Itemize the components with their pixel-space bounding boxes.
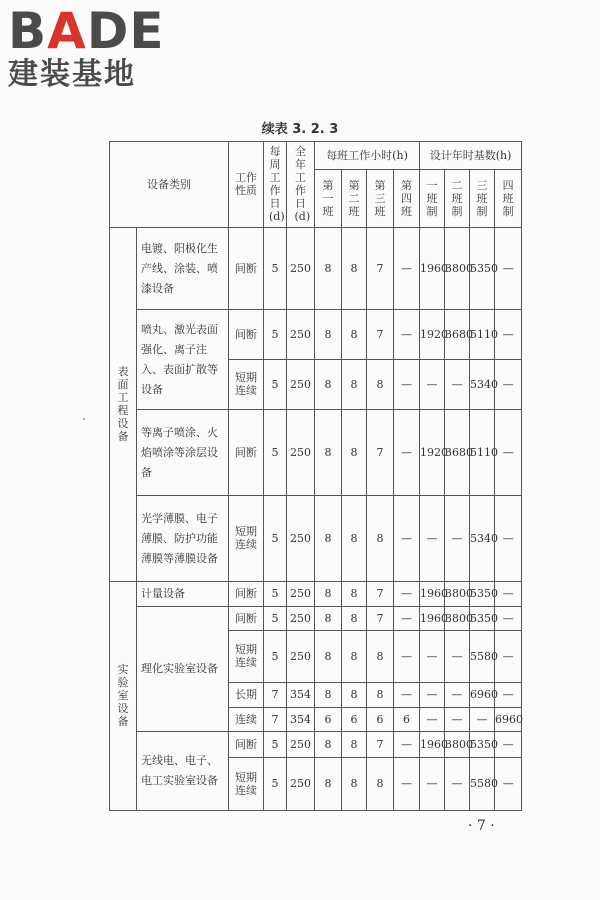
equipment-name: 无线电、电子、电工实验室设备 xyxy=(137,732,229,811)
two-shift-base: — xyxy=(445,496,470,582)
two-shift-base: — xyxy=(445,360,470,410)
annual-days: 250 xyxy=(287,360,315,410)
shift-1-hours: 8 xyxy=(315,228,342,310)
weekly-days: 5 xyxy=(264,496,287,582)
shift-1-hours: 6 xyxy=(315,708,342,732)
four-shift-base: — xyxy=(495,758,522,811)
shift-2-hours: 8 xyxy=(342,360,367,410)
equipment-name: 光学薄膜、电子薄膜、防护功能薄膜等薄膜设备 xyxy=(137,496,229,582)
table-row xyxy=(110,310,522,360)
four-shift-base: — xyxy=(495,683,522,708)
three-shift-base: 5580 xyxy=(470,758,495,811)
two-shift-base: — xyxy=(445,683,470,708)
shift-2-hours: 8 xyxy=(342,631,367,683)
work-nature: 短期连续 xyxy=(229,496,264,582)
annual-days: 250 xyxy=(287,631,315,683)
two-shift-base: 3680 xyxy=(445,410,470,496)
table-caption: 续表 3. 2. 3 xyxy=(261,122,339,137)
annual-days: 354 xyxy=(287,683,315,708)
shift-1-hours: 8 xyxy=(315,360,342,410)
shift-3-hours: 7 xyxy=(367,582,394,607)
shift-2-hours: 6 xyxy=(342,708,367,732)
shift-4-hours: — xyxy=(394,410,420,496)
weekly-days: 5 xyxy=(264,758,287,811)
work-hours-table xyxy=(109,141,522,811)
four-shift-base: — xyxy=(495,410,522,496)
shift-1-hours: 8 xyxy=(315,758,342,811)
two-shift-base: 3800 xyxy=(445,607,470,631)
weekly-days: 7 xyxy=(264,708,287,732)
two-shift-base: 3680 xyxy=(445,310,470,360)
shift-3-hours: 7 xyxy=(367,607,394,631)
annual-days: 250 xyxy=(287,582,315,607)
shift-4-hours: — xyxy=(394,228,420,310)
four-shift-base: 6960 xyxy=(495,708,522,732)
shift-3-hours: 8 xyxy=(367,683,394,708)
one-shift-base: — xyxy=(420,496,445,582)
annual-days: 250 xyxy=(287,310,315,360)
equipment-name: 计量设备 xyxy=(137,582,229,607)
annual-days: 354 xyxy=(287,708,315,732)
three-shift-base: 5350 xyxy=(470,732,495,758)
three-shift-base: 5350 xyxy=(470,582,495,607)
work-nature: 间断 xyxy=(229,228,264,310)
header-shift-1: 第一班 xyxy=(315,170,342,228)
shift-2-hours: 8 xyxy=(342,732,367,758)
shift-4-hours: — xyxy=(394,631,420,683)
group-label-surface: 表面工程设备 xyxy=(110,228,137,582)
shift-3-hours: 8 xyxy=(367,758,394,811)
group-label-lab: 实验室设备 xyxy=(110,582,137,811)
table-row xyxy=(110,410,522,496)
header-work-nature: 工作性质 xyxy=(229,142,264,228)
work-nature: 短期连续 xyxy=(229,631,264,683)
shift-4-hours: — xyxy=(394,310,420,360)
three-shift-base: 5340 xyxy=(470,360,495,410)
header-system-2: 二班制 xyxy=(445,170,470,228)
shift-1-hours: 8 xyxy=(315,410,342,496)
shift-2-hours: 8 xyxy=(342,310,367,360)
header-system-3: 三班制 xyxy=(470,170,495,228)
work-nature: 长期 xyxy=(229,683,264,708)
header-system-4: 四班制 xyxy=(495,170,522,228)
work-nature: 短期连续 xyxy=(229,360,264,410)
two-shift-base: 3800 xyxy=(445,582,470,607)
weekly-days: 5 xyxy=(264,410,287,496)
weekly-days: 5 xyxy=(264,228,287,310)
header-row xyxy=(110,142,522,170)
four-shift-base: — xyxy=(495,631,522,683)
weekly-days: 5 xyxy=(264,607,287,631)
shift-2-hours: 8 xyxy=(342,228,367,310)
four-shift-base: — xyxy=(495,360,522,410)
two-shift-base: 3800 xyxy=(445,732,470,758)
header-shift-4: 第四班 xyxy=(394,170,420,228)
shift-1-hours: 8 xyxy=(315,607,342,631)
shift-4-hours: — xyxy=(394,582,420,607)
header-weekly-days: 每周工作日(d) xyxy=(264,142,287,228)
work-nature: 间断 xyxy=(229,732,264,758)
annual-days: 250 xyxy=(287,607,315,631)
annual-days: 250 xyxy=(287,758,315,811)
equipment-name: 喷丸、激光表面强化、离子注入、表面扩散等设备 xyxy=(137,310,229,410)
three-shift-base: 5580 xyxy=(470,631,495,683)
header-design-hours: 设计年时基数(h) xyxy=(420,142,522,170)
four-shift-base: — xyxy=(495,732,522,758)
three-shift-base: — xyxy=(470,708,495,732)
header-annual-days: 全年工作日(d) xyxy=(287,142,315,228)
four-shift-base: — xyxy=(495,310,522,360)
three-shift-base: 5110 xyxy=(470,410,495,496)
work-nature: 间断 xyxy=(229,582,264,607)
table-row xyxy=(110,582,522,607)
two-shift-base: — xyxy=(445,758,470,811)
shift-2-hours: 8 xyxy=(342,758,367,811)
shift-3-hours: 7 xyxy=(367,310,394,360)
work-nature: 间断 xyxy=(229,310,264,360)
shift-1-hours: 8 xyxy=(315,310,342,360)
scan-speck xyxy=(83,418,85,420)
four-shift-base: — xyxy=(495,607,522,631)
four-shift-base: — xyxy=(495,582,522,607)
weekly-days: 5 xyxy=(264,360,287,410)
annual-days: 250 xyxy=(287,732,315,758)
shift-2-hours: 8 xyxy=(342,582,367,607)
shift-3-hours: 7 xyxy=(367,228,394,310)
shift-2-hours: 8 xyxy=(342,410,367,496)
equipment-name: 电镀、阳极化生产线、涂装、喷漆设备 xyxy=(137,228,229,310)
two-shift-base: — xyxy=(445,631,470,683)
one-shift-base: 1960 xyxy=(420,228,445,310)
work-nature: 短期连续 xyxy=(229,758,264,811)
shift-4-hours: — xyxy=(394,683,420,708)
shift-2-hours: 8 xyxy=(342,496,367,582)
two-shift-base: — xyxy=(445,708,470,732)
work-nature: 连续 xyxy=(229,708,264,732)
work-nature: 间断 xyxy=(229,410,264,496)
shift-2-hours: 8 xyxy=(342,607,367,631)
table-row xyxy=(110,607,522,631)
four-shift-base: — xyxy=(495,496,522,582)
shift-1-hours: 8 xyxy=(315,496,342,582)
table-row xyxy=(110,228,522,310)
shift-4-hours: — xyxy=(394,607,420,631)
annual-days: 250 xyxy=(287,228,315,310)
publisher-logo xyxy=(8,2,165,92)
shift-1-hours: 8 xyxy=(315,631,342,683)
shift-1-hours: 8 xyxy=(315,683,342,708)
logo-wordmark: BADE xyxy=(8,2,165,60)
one-shift-base: — xyxy=(420,360,445,410)
one-shift-base: 1920 xyxy=(420,410,445,496)
one-shift-base: 1960 xyxy=(420,607,445,631)
shift-4-hours: — xyxy=(394,758,420,811)
shift-4-hours: 6 xyxy=(394,708,420,732)
header-shift-hours: 每班工作小时(h) xyxy=(315,142,420,170)
weekly-days: 5 xyxy=(264,582,287,607)
shift-3-hours: 8 xyxy=(367,496,394,582)
annual-days: 250 xyxy=(287,410,315,496)
two-shift-base: 3800 xyxy=(445,228,470,310)
weekly-days: 5 xyxy=(264,310,287,360)
three-shift-base: 6960 xyxy=(470,683,495,708)
logo-subtitle: 建装基地 xyxy=(8,57,136,92)
three-shift-base: 5340 xyxy=(470,496,495,582)
shift-2-hours: 8 xyxy=(342,683,367,708)
three-shift-base: 5350 xyxy=(470,228,495,310)
header-shift-2: 第二班 xyxy=(342,170,367,228)
one-shift-base: — xyxy=(420,683,445,708)
weekly-days: 5 xyxy=(264,631,287,683)
table-row xyxy=(110,732,522,758)
header-category: 设备类别 xyxy=(110,142,229,228)
shift-3-hours: 8 xyxy=(367,360,394,410)
table-row xyxy=(110,496,522,582)
equipment-name: 理化实验室设备 xyxy=(137,607,229,732)
shift-3-hours: 8 xyxy=(367,631,394,683)
one-shift-base: — xyxy=(420,758,445,811)
work-nature: 间断 xyxy=(229,607,264,631)
equipment-name: 等离子喷涂、火焰喷涂等涂层设备 xyxy=(137,410,229,496)
header-shift-3: 第三班 xyxy=(367,170,394,228)
weekly-days: 7 xyxy=(264,683,287,708)
one-shift-base: 1960 xyxy=(420,732,445,758)
one-shift-base: 1960 xyxy=(420,582,445,607)
shift-4-hours: — xyxy=(394,496,420,582)
shift-3-hours: 6 xyxy=(367,708,394,732)
one-shift-base: — xyxy=(420,708,445,732)
shift-4-hours: — xyxy=(394,360,420,410)
header-system-1: 一班制 xyxy=(420,170,445,228)
four-shift-base: — xyxy=(495,228,522,310)
shift-1-hours: 8 xyxy=(315,732,342,758)
shift-3-hours: 7 xyxy=(367,410,394,496)
shift-4-hours: — xyxy=(394,732,420,758)
weekly-days: 5 xyxy=(264,732,287,758)
page-number: · 7 · xyxy=(468,818,495,834)
three-shift-base: 5350 xyxy=(470,607,495,631)
three-shift-base: 5110 xyxy=(470,310,495,360)
one-shift-base: — xyxy=(420,631,445,683)
shift-3-hours: 7 xyxy=(367,732,394,758)
one-shift-base: 1920 xyxy=(420,310,445,360)
annual-days: 250 xyxy=(287,496,315,582)
shift-1-hours: 8 xyxy=(315,582,342,607)
